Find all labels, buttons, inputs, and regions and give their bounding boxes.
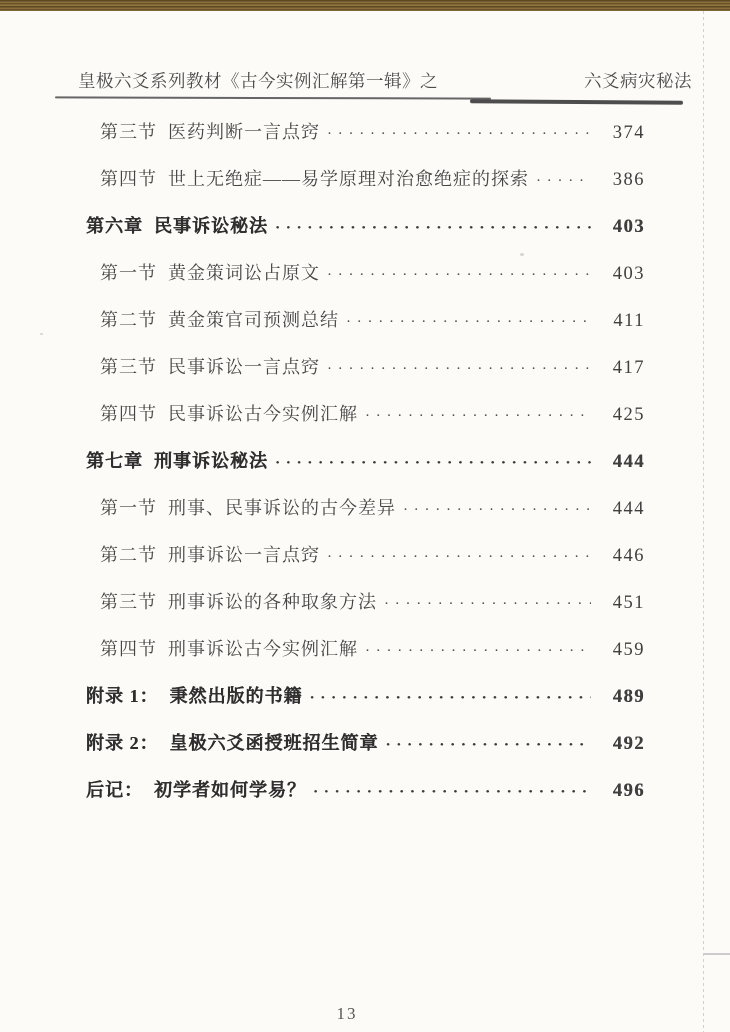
toc-entry — [86, 588, 645, 612]
dot-leader — [327, 122, 591, 143]
toc-entry-label: 第三节 — [100, 592, 157, 612]
toc-entry — [86, 635, 645, 659]
toc-entry — [86, 259, 645, 283]
toc-entry-label: 第六章 — [86, 216, 143, 236]
toc-entry-title: 民事诉讼古今实例汇解 — [168, 404, 358, 424]
toc-entry-page: 403 — [612, 264, 645, 284]
toc-entry-label: 第三节 — [100, 357, 157, 377]
toc-entry-label: 第二节 — [100, 545, 157, 565]
toc-entry — [86, 400, 645, 424]
toc-entry — [86, 494, 645, 518]
scan-speck — [40, 333, 43, 335]
toc-entry-page: 446 — [612, 546, 645, 566]
toc-entry-title: 民事诉讼秘法 — [154, 216, 268, 236]
toc-entry-label: 第四节 — [100, 169, 157, 189]
toc-entry-page: 496 — [612, 781, 645, 801]
toc-entry-label: 第二节 — [100, 310, 157, 330]
toc-entry-page: 403 — [612, 217, 645, 237]
toc-entry-label: 第四节 — [100, 639, 157, 659]
dot-leader — [536, 169, 591, 190]
toc-entry-label: 第七章 — [86, 451, 143, 471]
toc-entry — [86, 447, 645, 471]
dot-leader — [365, 639, 591, 660]
scan-page-edge-line — [703, 11, 704, 1032]
header-book-title: 六爻病灾秘法 — [584, 71, 692, 91]
toc-entry-page: 386 — [612, 170, 645, 190]
header-rule-left — [55, 96, 491, 99]
toc-entry-label: 第三节 — [100, 122, 157, 142]
toc-entry-page: 417 — [612, 358, 645, 378]
dot-leader — [327, 263, 591, 284]
dot-leader — [275, 216, 591, 237]
toc-entry-title: 医药判断一言点窍 — [168, 122, 320, 142]
dot-leader — [275, 451, 591, 472]
book-binding-bar — [0, 0, 730, 11]
toc-entry-title: 刑事诉讼的各种取象方法 — [168, 592, 377, 612]
dot-leader — [384, 592, 591, 613]
toc-entry-page: 444 — [612, 452, 645, 472]
toc-entry-label: 第一节 — [100, 263, 157, 283]
toc-entry-page: 489 — [612, 687, 645, 707]
toc-entry-title: 刑事诉讼秘法 — [154, 451, 268, 471]
dot-leader — [386, 733, 592, 754]
dot-leader — [327, 545, 591, 566]
toc-entry-title: 初学者如何学易？ — [154, 780, 306, 800]
scan-edge-tick — [704, 953, 730, 955]
toc-entry — [86, 729, 645, 753]
toc-entry-label: 附录 2： — [86, 733, 159, 753]
toc-entry-title: 刑事诉讼一言点窍 — [168, 545, 320, 565]
toc-entry-label: 附录 1： — [86, 686, 159, 706]
dot-leader — [310, 686, 592, 707]
toc-entry-page: 425 — [612, 405, 645, 425]
toc-entry — [86, 118, 645, 142]
toc-entry-page: 459 — [612, 640, 645, 660]
running-header — [78, 68, 692, 93]
toc-entry-title: 刑事、民事诉讼的古今差异 — [168, 498, 396, 518]
toc-entry-title: 刑事诉讼古今实例汇解 — [168, 639, 358, 659]
toc-entry-page: 492 — [612, 734, 645, 754]
header-series-title: 皇极六爻系列教材《古今实例汇解第一辑》之 — [78, 71, 438, 91]
dot-leader — [313, 780, 591, 801]
header-rule-right — [470, 99, 683, 104]
dot-leader — [365, 404, 591, 425]
dot-leader — [403, 498, 591, 519]
toc-entry — [86, 165, 645, 189]
toc-entry-page: 444 — [612, 499, 645, 519]
toc-entry-page: 411 — [613, 311, 645, 331]
toc-entry — [86, 776, 645, 800]
toc-entry — [86, 353, 645, 377]
toc-entry-label: 第四节 — [100, 404, 157, 424]
dot-leader — [346, 310, 591, 331]
toc-entry — [86, 306, 645, 330]
toc-entry-title: 皇极六爻函授班招生简章 — [169, 733, 379, 753]
toc-entry — [86, 541, 645, 565]
toc-entry-title: 世上无绝症——易学原理对治愈绝症的探索 — [168, 169, 529, 189]
toc-entry-title: 黄金策词讼占原文 — [168, 263, 320, 283]
toc-list — [86, 118, 645, 823]
toc-entry-title: 黄金策官司预测总结 — [168, 310, 339, 330]
toc-entry-page: 374 — [612, 123, 645, 143]
toc-entry-title: 民事诉讼一言点窍 — [168, 357, 320, 377]
page-number: 13 — [336, 1004, 358, 1023]
toc-entry-label: 第一节 — [100, 498, 157, 518]
toc-entry-page: 451 — [612, 593, 645, 613]
toc-entry — [86, 682, 645, 706]
dot-leader — [327, 357, 591, 378]
toc-entry — [86, 212, 645, 236]
toc-entry-title: 秉然出版的书籍 — [169, 686, 303, 706]
toc-entry-label: 后记： — [86, 780, 143, 800]
